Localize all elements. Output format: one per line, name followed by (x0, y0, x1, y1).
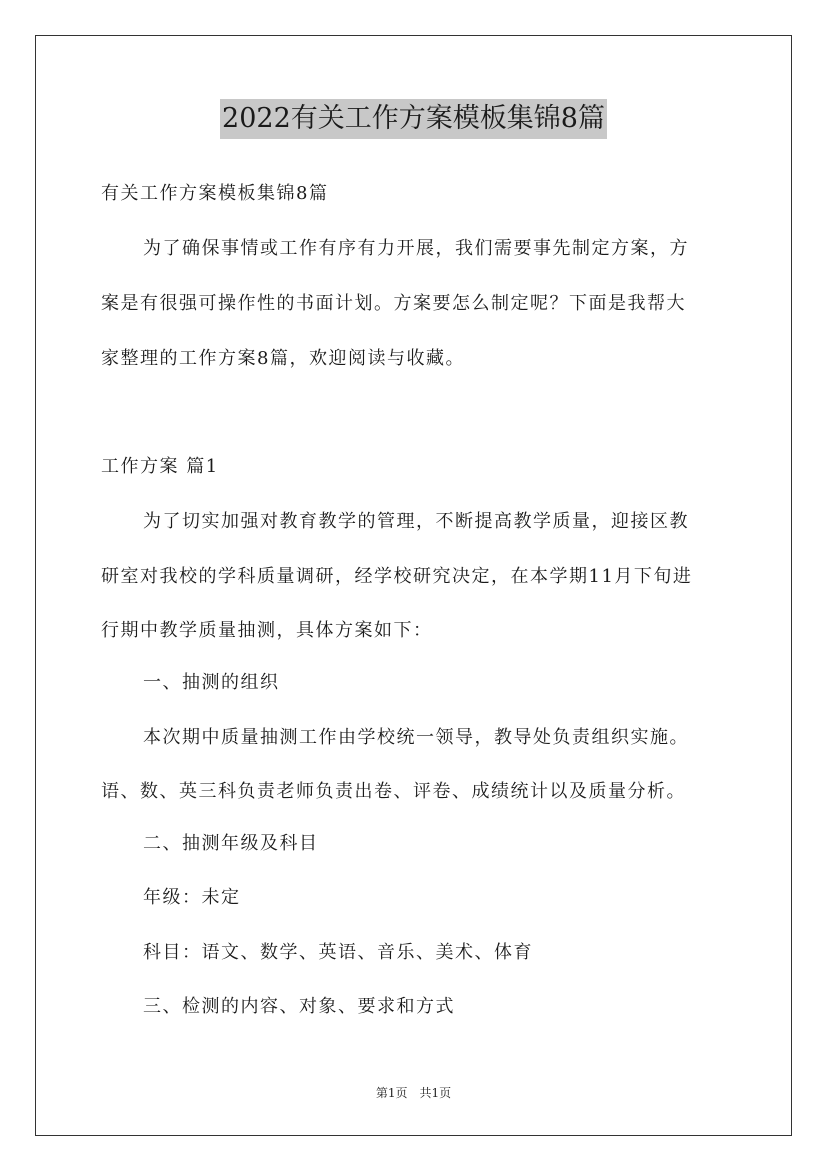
page-footer: 第1页 共1页 (375, 1086, 452, 1100)
document-subtitle: 有关工作方案模板集锦8篇 (101, 183, 329, 204)
item2-heading: 二、抽测年级及科目 (143, 833, 319, 854)
para1-line-2: 研室对我校的学科质量调研，经学校研究决定，在本学期11月下旬进 (101, 566, 693, 587)
subjects-line: 科目：语文、数学、英语、音乐、美术、体育 (143, 942, 533, 963)
intro-line-1: 为了确保事情或工作有序有力开展，我们需要事先制定方案，方 (143, 238, 689, 259)
title-wrapper (0, 99, 827, 139)
item1-body-line-1: 本次期中质量抽测工作由学校统一领导，教导处负责组织实施。 (143, 727, 689, 748)
document-title: 2022有关工作方案模板集锦8篇 (220, 99, 607, 139)
item3-heading: 三、检测的内容、对象、要求和方式 (143, 996, 455, 1017)
intro-line-2: 案是有很强可操作性的书面计划。方案要怎么制定呢？下面是我帮大 (101, 293, 686, 314)
intro-line-3: 家整理的工作方案8篇，欢迎阅读与收藏。 (101, 348, 465, 369)
para1-line-1: 为了切实加强对教育教学的管理，不断提高教学质量，迎接区教 (143, 511, 689, 532)
item1-heading: 一、抽测的组织 (143, 672, 280, 693)
item1-body-line-2: 语、数、英三科负责老师负责出卷、评卷、成绩统计以及质量分析。 (101, 781, 686, 802)
section-heading: 工作方案 篇1 (101, 456, 219, 477)
para1-line-3: 行期中教学质量抽测，具体方案如下： (101, 620, 433, 641)
grade-line: 年级：未定 (143, 887, 241, 908)
